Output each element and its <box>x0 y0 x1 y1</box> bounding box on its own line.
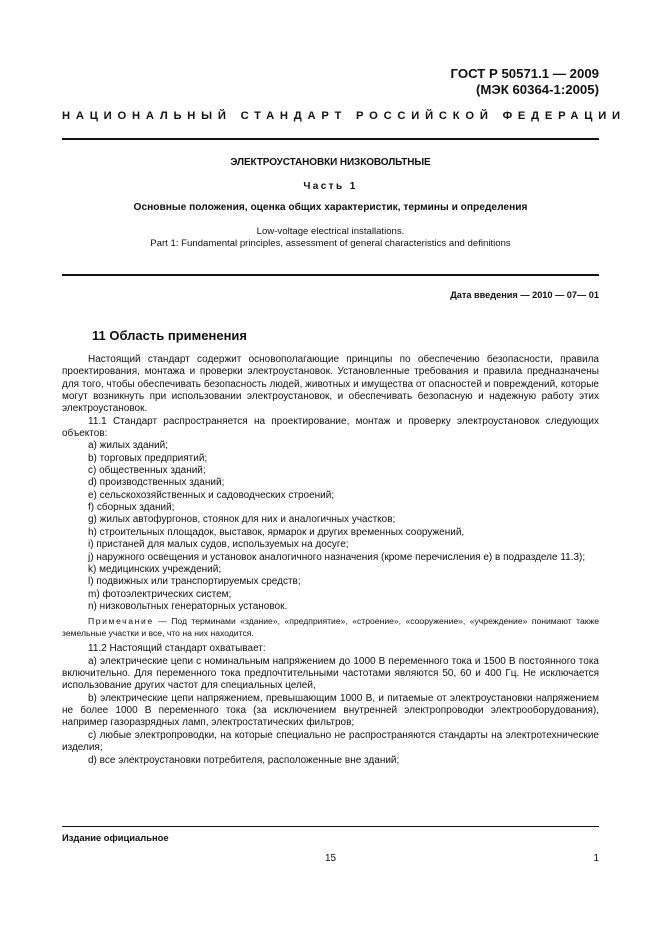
coverage-item: d) все электроустановки потребителя, расположенные вне зданий; <box>88 754 400 766</box>
list-item: j) наружного освещения и установок аналогичного назначения (кроме перечисления е) в подразделе 11.3); <box>88 551 586 563</box>
title-divider <box>62 274 599 276</box>
note-text: — Под терминами «здание», «предприятие», «строение», «сооружение», «учреждение» понимают также земельные участки и все, что на них находится. <box>62 616 600 638</box>
iec-number: (МЭК 60364-1:2005) <box>476 82 599 97</box>
page-number-right: 1 <box>593 853 599 864</box>
scope-paragraph: 11.1 Стандарт распространяется на проектирование, монтаж и проверку электроустановок следующих объектов: <box>62 415 599 440</box>
note-label: Примечание <box>88 616 154 627</box>
section-heading: 11 Область применения <box>92 328 248 343</box>
coverage-item: a) электрические цепи с номинальным напряжением до 1000 В переменного тока и 1500 В постоянного тока включительно. Для переменного тока предпочтительными частотами являются 50, 60 и 400 Гц. Не исключается использование других частот для специальных целей, <box>62 655 599 692</box>
top-divider <box>62 138 599 140</box>
introduction-date: Дата введения — 2010 — 07— 01 <box>450 290 599 300</box>
coverage-item: c) любые электропроводки, на которые специально не распространяются стандарты на электротехнические изделия; <box>62 729 599 754</box>
list-item: h) строительных площадок, выставок, ярмарок и других временных сооружений, <box>88 526 465 538</box>
list-item: k) медицинских учреждений; <box>88 563 222 575</box>
english-title-line2: Part 1: Fundamental principles, assessment of general characteristics and definitions <box>150 238 511 249</box>
list-item: n) низковольтных генераторных установок. <box>88 600 288 612</box>
coverage-item: b) электрические цепи напряжением, превышающим 1000 В, и питаемые от электроустановки напряжением не более 1000 В переменного тока (за исключением внутренней электропроводки электрооборудования), например газоразрядных ламп, электростатических фильтров; <box>62 692 599 729</box>
document-title: ЭЛЕКТРОУСТАНОВКИ НИЗКОВОЛЬТНЫЕ <box>230 157 431 168</box>
section-body <box>62 350 599 767</box>
english-title-line1: Low-voltage electrical installations. <box>256 226 405 237</box>
document-subtitle: Основные положения, оценка общих характеристик, термины и определения <box>133 202 528 213</box>
list-item: i) пристаней для малых судов, используемых на досуге; <box>88 539 349 551</box>
official-edition-label: Издание официальное <box>62 832 169 843</box>
list-item: e) сельскохозяйственных и садоводческих строений; <box>88 489 335 501</box>
intro-paragraph: Настоящий стандарт содержит основополагающие принципы по обеспечению безопасности, правила проектирования, монтажа и проверки электроустановок. Установленные требования и правила предназначены для того, чтобы обеспечивать безопасность людей, животных и имущества от опасностей и повреждений, которые могут возникнуть при использовании электроустановок, и обеспечивать безопасную и надежную работу этих электроустановок. <box>62 354 599 415</box>
list-item: f) сборных зданий; <box>88 502 175 514</box>
note <box>62 616 599 639</box>
list-item: d) производственных зданий; <box>88 477 225 489</box>
coverage-paragraph: 11.2 Настоящий стандарт охватывает: <box>88 643 266 655</box>
list-item: a) жилых зданий; <box>88 440 168 452</box>
page-number-center: 15 <box>324 853 337 864</box>
list-item: m) фотоэлектрических систем; <box>88 588 232 600</box>
standard-number: ГОСТ Р 50571.1 — 2009 <box>450 66 599 81</box>
national-standard-banner: НАЦИОНАЛЬНЫЙ СТАНДАРТ РОССИЙСКОЙ ФЕДЕРАЦИИ <box>62 110 626 122</box>
list-item: g) жилых автофургонов, стоянок для них и аналогичных участков; <box>88 514 396 526</box>
list-item: b) торговых предприятий; <box>88 452 208 464</box>
footer-divider <box>62 826 599 827</box>
list-item: c) общественных зданий; <box>88 465 206 477</box>
part-label: Часть 1 <box>303 181 358 192</box>
standard-number-block <box>451 66 599 98</box>
list-item: l) подвижных или транспортируемых средств; <box>88 576 301 588</box>
